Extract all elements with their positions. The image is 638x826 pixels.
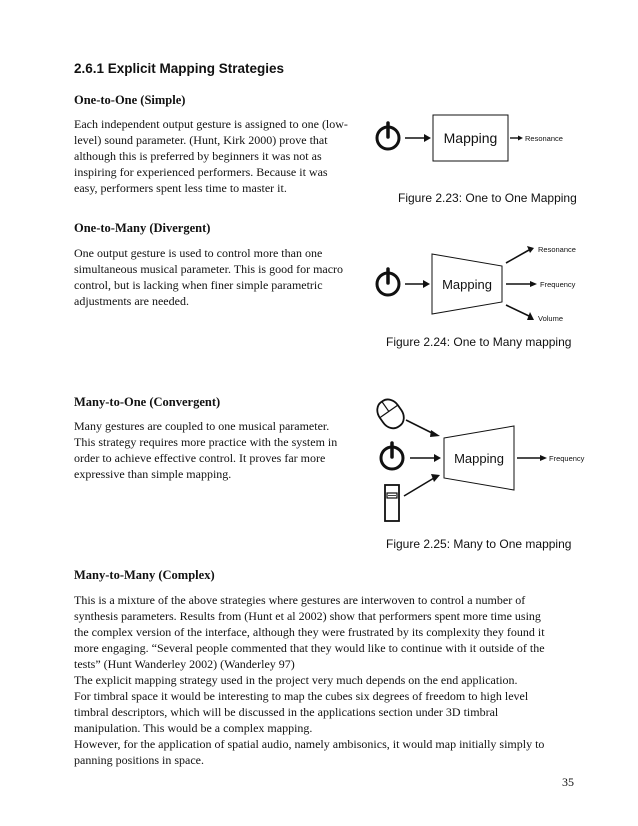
text-line: level) sound parameter. (Hunt, Kirk 2000) prove that [74, 133, 328, 147]
text-line: the complex version of the interface, although they were frustrated by its complexity they found it [74, 625, 545, 639]
paragraph-many-to-one [74, 418, 364, 482]
page-number: 35 [562, 775, 574, 789]
subheading-many-to-one: Many-to-One (Convergent) [74, 395, 221, 409]
text-line: inspiring for experienced performers. Because it was [74, 165, 328, 179]
text-line: One output gesture is used to control more than one [74, 246, 323, 260]
text-line: This strategy requires more practice with the system in [74, 435, 338, 449]
text-line: However, for the application of spatial audio, namely ambisonics, it would map initially simply to [74, 737, 545, 751]
mapping-box-label: Mapping [442, 277, 492, 292]
mouse-icon [373, 395, 408, 432]
text-line: order to achieve effective control. It proves far more [74, 451, 326, 465]
output-label-frequency: Frequency [540, 280, 576, 289]
text-line: timbral descriptors, which will be discussed in the applications section under 3D timbral [74, 705, 499, 719]
fader-icon [385, 485, 399, 521]
input-arrow [406, 420, 434, 434]
text-line: simultaneous musical parameter. This is good for macro [74, 262, 344, 276]
power-icon [377, 123, 399, 149]
power-icon [377, 269, 399, 295]
text-line: panning positions in space. [74, 753, 204, 767]
subheading-one-to-many: One-to-Many (Divergent) [74, 221, 211, 235]
text-line: tests” (Hunt Wanderley 2002) (Wanderley 97) [74, 657, 295, 671]
output-label-frequency: Frequency [549, 454, 585, 463]
text-line: control, but is lacking when finer simple parametric [74, 278, 323, 292]
text-line: For timbral space it would be interesting to map the cubes six degrees of freedom to high level [74, 689, 529, 703]
output-arrow [506, 250, 529, 263]
text-line: more engaging. “Several people commented that they would like to continue with it outside of the [74, 641, 545, 655]
figure-many-to-one-diagram [368, 390, 590, 530]
output-arrow [506, 305, 529, 316]
figure-caption: Figure 2.23: One to One Mapping [398, 191, 577, 205]
paragraph-one-to-one [74, 116, 364, 196]
figure-caption: Figure 2.24: One to Many mapping [386, 335, 572, 349]
text-line: expressive than simple mapping. [74, 467, 232, 481]
text-line: easy, performers spent less time to master it. [74, 181, 287, 195]
figure-one-to-many-diagram [372, 238, 584, 326]
paragraph-many-to-many [74, 592, 579, 768]
output-label-volume: Volume [538, 314, 564, 323]
mapping-box-label: Mapping [454, 451, 504, 466]
input-arrow [404, 478, 434, 496]
output-label-resonance: Resonance [538, 245, 576, 254]
text-line: Each independent output gesture is assigned to one (low- [74, 117, 348, 131]
text-line: manipulation. This would be a complex mapping. [74, 721, 313, 735]
figure-caption: Figure 2.25: Many to One mapping [386, 537, 572, 551]
text-line: adjustments are needed. [74, 294, 189, 308]
output-label-resonance: Resonance [525, 134, 563, 143]
text-line: synthesis parameters. Results from (Hunt et al 2002) show that performers spent more time using [74, 609, 541, 623]
text-line: although this is preferred by beginners it was not as [74, 149, 322, 163]
figure-one-to-one-diagram [372, 106, 582, 176]
section-title: 2.6.1 Explicit Mapping Strategies [74, 61, 285, 76]
text-line: The explicit mapping strategy used in the project very much depends on the end application. [74, 673, 518, 687]
text-line: This is a mixture of the above strategies where gestures are interwoven to control a number of [74, 593, 526, 607]
text-line: Many gestures are coupled to one musical parameter. [74, 419, 330, 433]
power-icon [381, 443, 403, 469]
subheading-one-to-one: One-to-One (Simple) [74, 93, 186, 107]
mapping-box-label: Mapping [443, 130, 498, 146]
paragraph-one-to-many [74, 245, 364, 309]
subheading-many-to-many: Many-to-Many (Complex) [74, 568, 215, 582]
